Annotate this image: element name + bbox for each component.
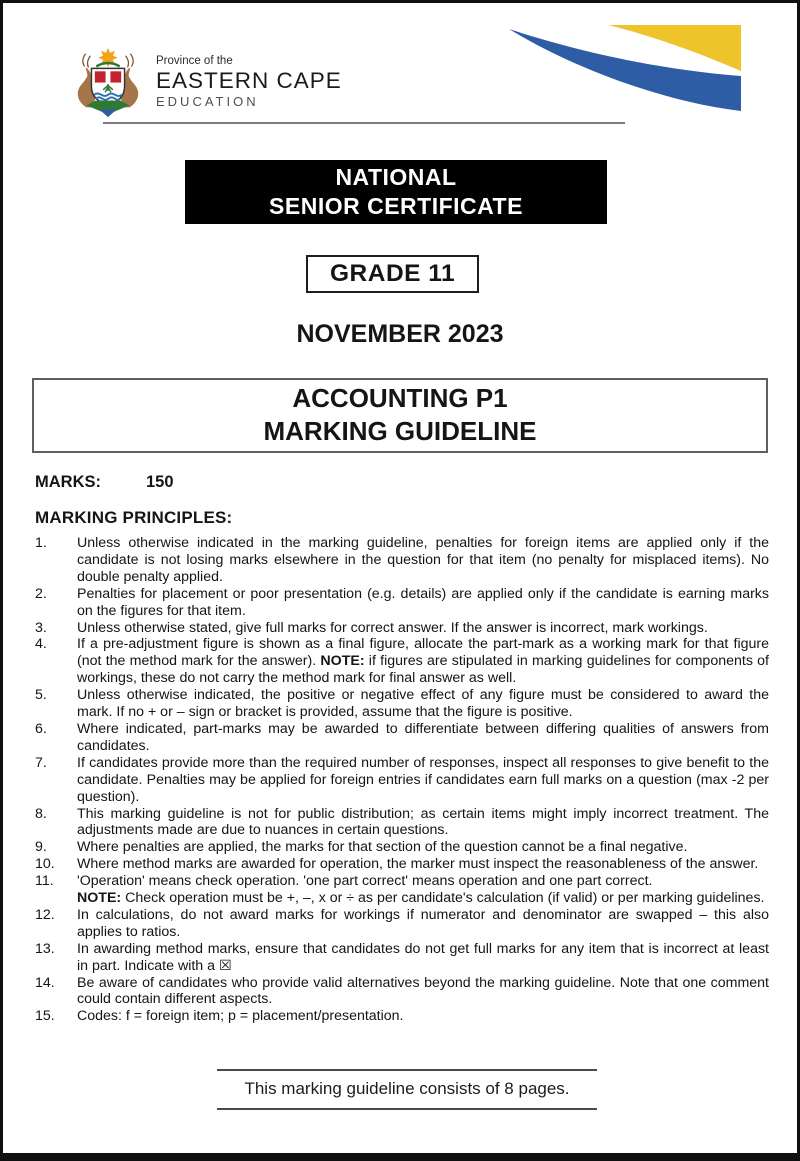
principle-item bbox=[35, 636, 769, 687]
eastern-cape-coat-of-arms-icon bbox=[59, 45, 157, 123]
principle-item bbox=[35, 755, 769, 806]
principle-number: 5. bbox=[35, 687, 47, 704]
principle-item bbox=[35, 721, 769, 755]
principle-number: 14. bbox=[35, 974, 55, 991]
principles-heading: MARKING PRINCIPLES: bbox=[35, 508, 233, 527]
logo-name-line: EASTERN CAPE bbox=[156, 68, 342, 94]
principle-item bbox=[35, 806, 769, 840]
grade-box: GRADE 11 bbox=[306, 255, 479, 293]
principle-item bbox=[35, 873, 769, 907]
principle-item bbox=[35, 941, 769, 975]
principle-text: In awarding method marks, ensure that candidates do not get full marks for any item that is incorrect at least in part. Indicate with a ☒ bbox=[77, 940, 769, 974]
banner-line-1: NATIONAL bbox=[335, 164, 457, 190]
principle-item bbox=[35, 839, 769, 856]
principle-number: 13. bbox=[35, 940, 55, 957]
principle-number: 4. bbox=[35, 636, 47, 653]
principle-number: 10. bbox=[35, 856, 55, 873]
banner-line-2: SENIOR CERTIFICATE bbox=[269, 193, 523, 219]
principle-text: 'Operation' means check operation. 'one part correct' means operation and one part correct. NOTE: Check operation must be +, –, x or ÷ as per candidate's calculation (if valid) or per marking guidelines. bbox=[77, 873, 765, 907]
principle-item bbox=[35, 856, 769, 873]
certificate-banner bbox=[185, 160, 607, 224]
principle-text: If a pre-adjustment figure is shown as a final figure, allocate the part-mark as a working mark for that figure (not the method mark for the answer). NOTE: if figures are stipulated in marking guidelines for components of workings, these do not carry the method mark for final answer as well. bbox=[77, 636, 769, 687]
marks-value: 150 bbox=[146, 473, 174, 491]
shield-icon bbox=[91, 68, 124, 104]
principle-number: 8. bbox=[35, 805, 47, 822]
header-divider bbox=[103, 122, 625, 124]
marks-label: MARKS: bbox=[35, 473, 101, 491]
marking-principles-section bbox=[35, 508, 769, 1025]
logo-wordmark bbox=[156, 55, 342, 108]
principle-item bbox=[35, 907, 769, 941]
principle-text: Codes: f = foreign item; p = placement/presentation. bbox=[77, 1008, 404, 1025]
marks-row bbox=[35, 473, 174, 492]
page-count-footer bbox=[217, 1069, 597, 1110]
principle-number: 3. bbox=[35, 619, 47, 636]
principle-text: Unless otherwise indicated in the marking guideline, penalties for foreign items are applied only if the candidate is not losing marks elsewhere in the question for that item (no penalty for misplaced items). No double penalty applied. bbox=[77, 535, 769, 585]
principle-item bbox=[35, 975, 769, 1009]
base-triangle bbox=[99, 109, 117, 117]
principle-number: 11. bbox=[35, 873, 54, 890]
principle-number: 7. bbox=[35, 754, 47, 771]
principle-number: 6. bbox=[35, 720, 47, 737]
principle-text: In calculations, do not award marks for workings if numerator and denominator are swapped – this also applies to ratios. bbox=[77, 906, 769, 940]
principle-text: Unless otherwise stated, give full marks for correct answer. If the answer is incorrect, mark workings. bbox=[77, 619, 708, 636]
principle-text: Where method marks are awarded for operation, the marker must inspect the reasonableness of the answer. bbox=[77, 856, 759, 873]
corner-swoosh-icon bbox=[503, 15, 743, 121]
principle-text: Be aware of candidates who provide valid alternatives beyond the marking guideline. Note that one comment could contain different aspects. bbox=[77, 974, 769, 1008]
principle-text: Where penalties are applied, the marks for that section of the question cannot be a final negative. bbox=[77, 839, 688, 856]
principle-item bbox=[35, 687, 769, 721]
principle-item bbox=[35, 586, 769, 620]
principle-number: 1. bbox=[35, 535, 47, 551]
principle-number: 12. bbox=[35, 906, 55, 923]
principle-text: Unless otherwise indicated, the positive or negative effect of any figure must be considered to award the mark. If no + or – sign or bracket is provided, assume that the figure is positive. bbox=[77, 687, 769, 721]
principles-list bbox=[35, 535, 769, 1025]
principle-number: 9. bbox=[35, 839, 47, 856]
principle-item bbox=[35, 1008, 769, 1025]
principle-number: 15. bbox=[35, 1008, 55, 1025]
logo-province-line: Province of the bbox=[156, 55, 233, 67]
principle-text: This marking guideline is not for public distribution; as certain items might imply incorrect treatment. The adjustments made are due to nuances in certain questions. bbox=[77, 805, 769, 839]
principle-item bbox=[35, 620, 769, 637]
page-count-text: This marking guideline consists of 8 pages. bbox=[244, 1079, 570, 1098]
subject-title-line-2: MARKING GUIDELINE bbox=[263, 416, 537, 446]
principle-text: If candidates provide more than the required number of responses, inspect all responses to give benefit to the candidate. Penalties may be applied for foreign entries if candidates earn full marks on a question (max -2 per question). bbox=[77, 754, 769, 805]
logo-department-line: EDUCATION bbox=[156, 93, 259, 109]
subject-title-line-1: ACCOUNTING P1 bbox=[292, 383, 508, 413]
exam-date: NOVEMBER 2023 bbox=[296, 320, 504, 348]
principle-number: 2. bbox=[35, 585, 47, 602]
principle-text: Where indicated, part-marks may be awarded to differentiate between differing qualities of answers from candidates. bbox=[77, 720, 769, 754]
principle-item bbox=[35, 535, 769, 586]
subject-title-box bbox=[32, 378, 768, 453]
principle-text: Penalties for placement or poor presentation (e.g. details) are applied only if the candidate is earning marks on the figures for that item. bbox=[77, 585, 769, 619]
